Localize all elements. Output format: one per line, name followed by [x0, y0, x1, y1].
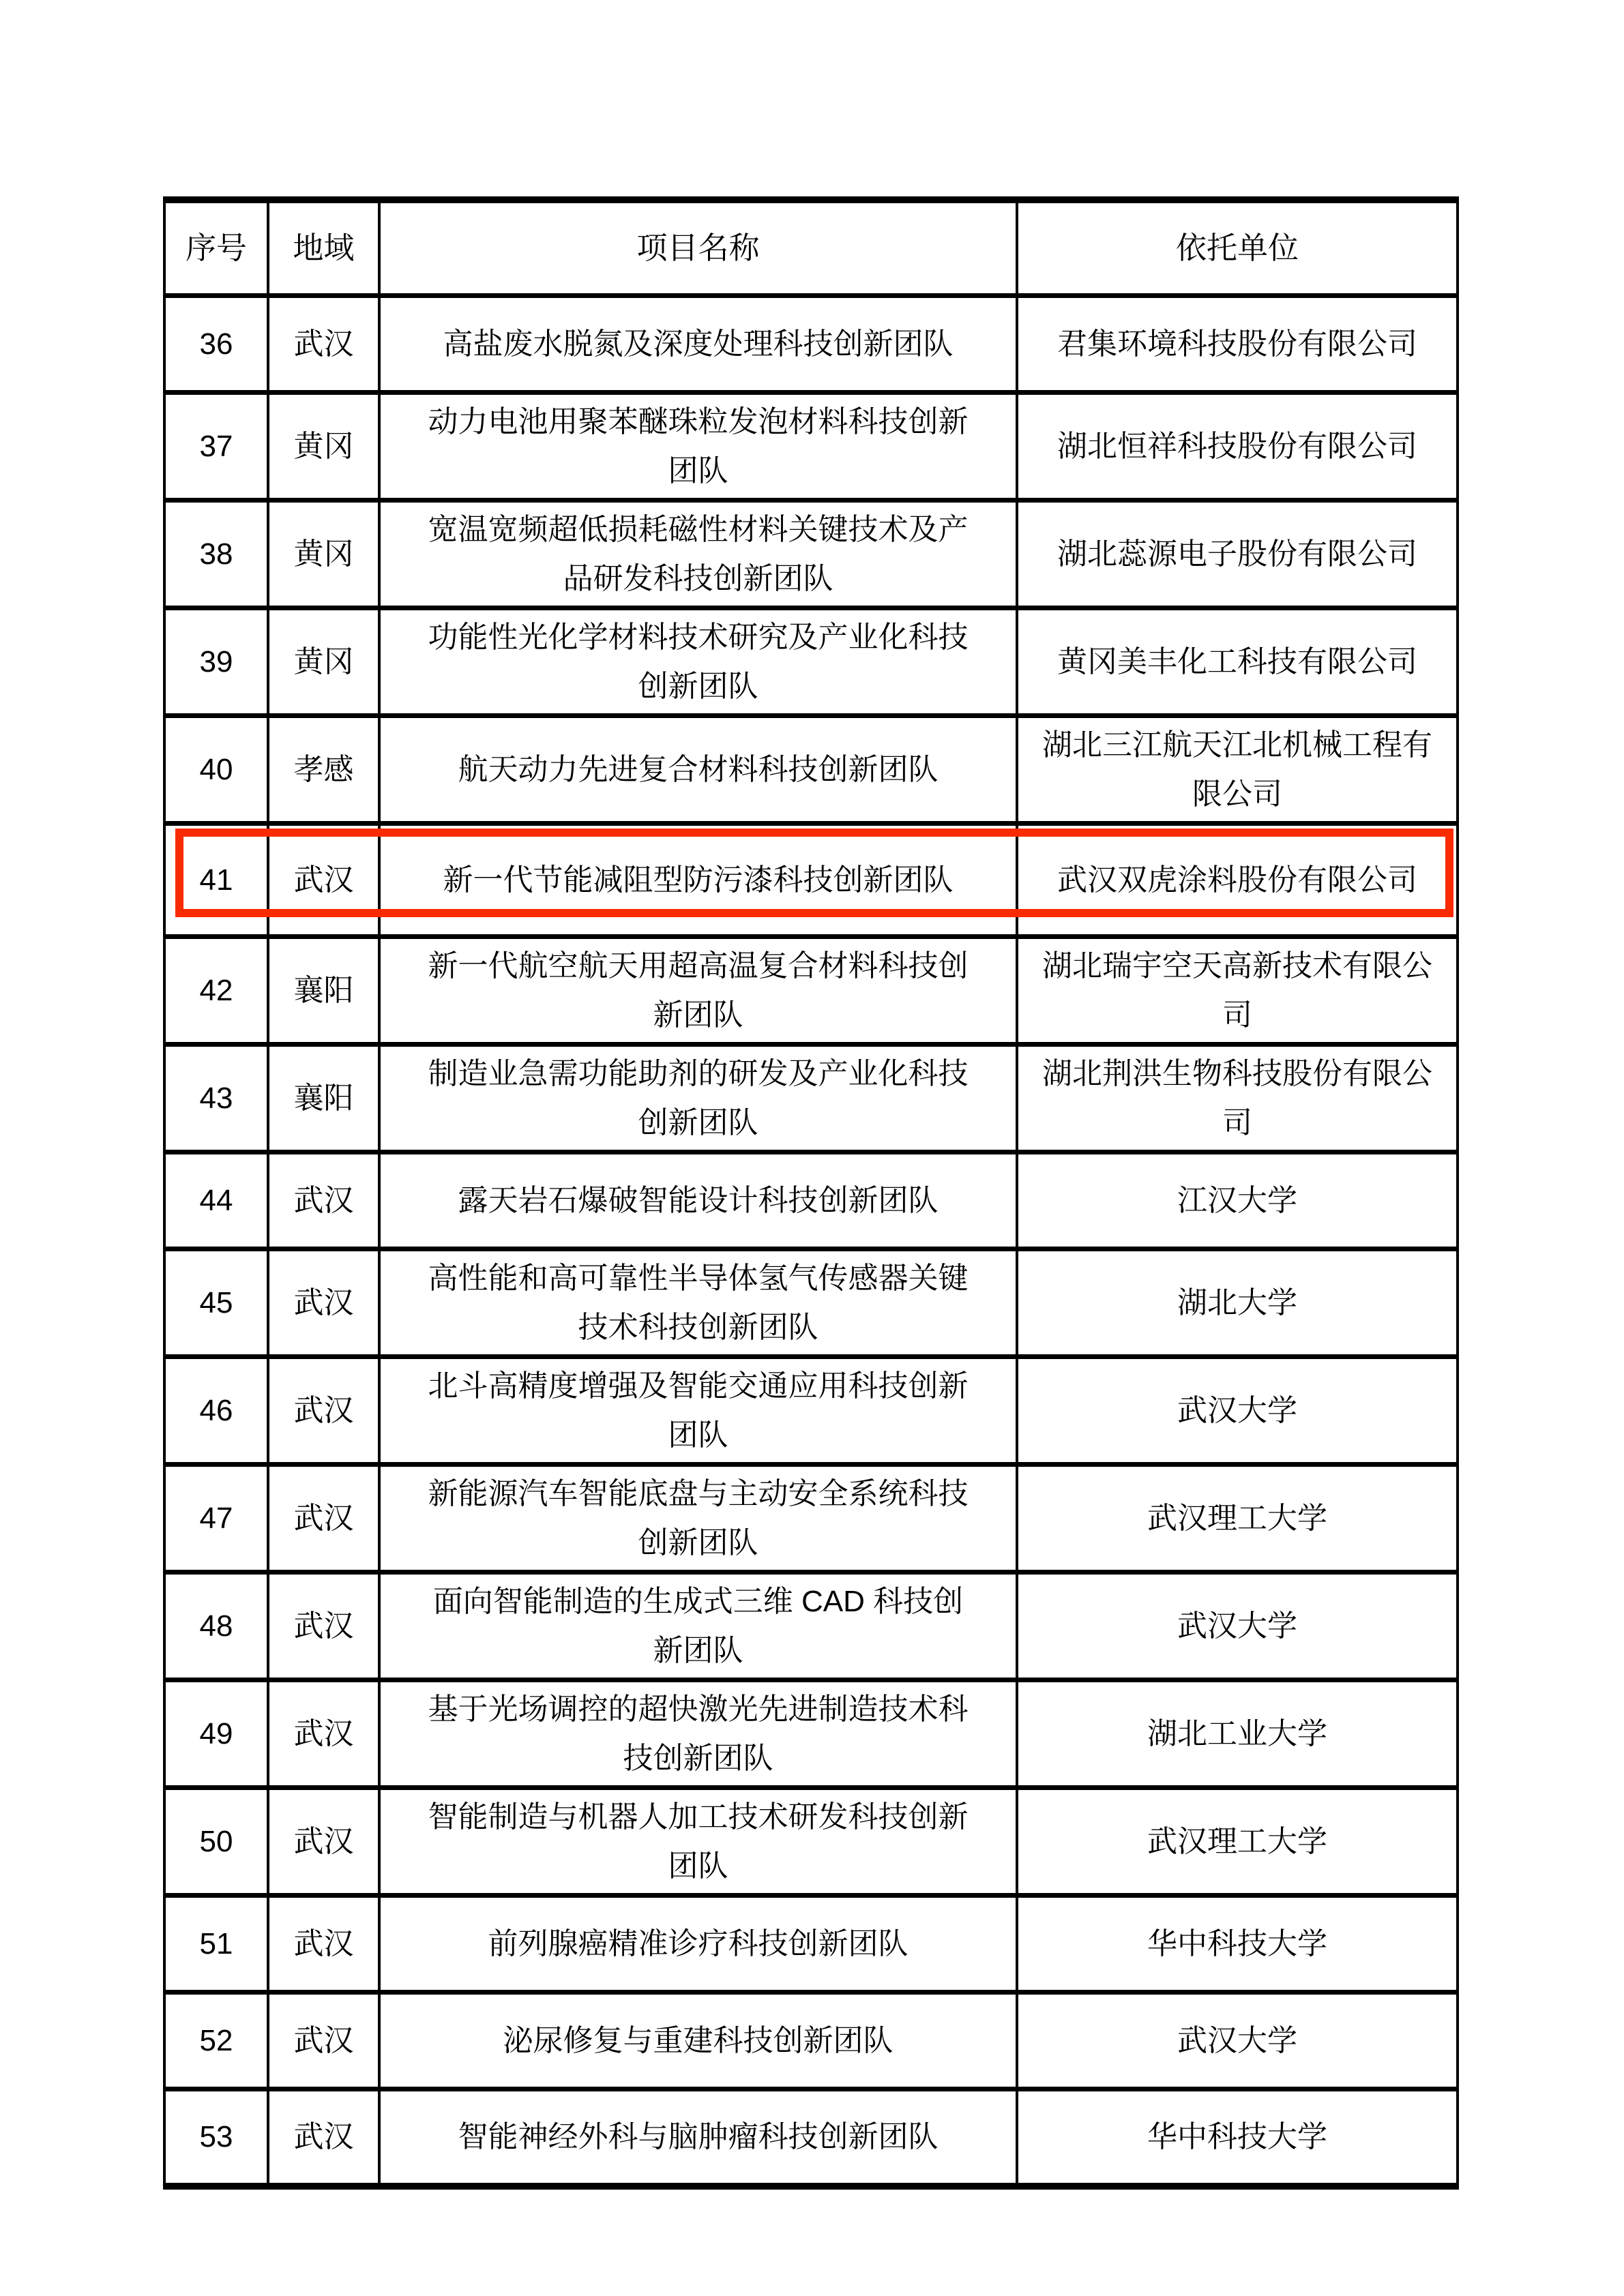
table-row [164, 608, 1458, 716]
cell-organization: 江汉大学 [1017, 1152, 1458, 1249]
cell-organization: 华中科技大学 [1017, 2089, 1458, 2186]
cell-region: 武汉 [268, 2089, 379, 2186]
cell-organization: 黄冈美丰化工科技有限公司 [1017, 608, 1458, 716]
cell-region: 孝感 [268, 716, 379, 824]
table-header-row [164, 200, 1458, 296]
cell-organization: 武汉大学 [1017, 1572, 1458, 1680]
table-row [164, 1572, 1458, 1680]
cell-organization: 湖北恒祥科技股份有限公司 [1017, 393, 1458, 501]
project-table [163, 196, 1459, 2190]
cell-organization: 湖北荆洪生物科技股份有限公司 [1017, 1045, 1458, 1152]
cell-region: 武汉 [268, 296, 379, 393]
table-row [164, 1465, 1458, 1572]
cell-index: 39 [164, 608, 268, 716]
cell-project: 北斗高精度增强及智能交通应用科技创新团队 [379, 1357, 1017, 1465]
table-row [164, 1896, 1458, 1993]
cell-region: 黄冈 [268, 608, 379, 716]
cell-index: 41 [164, 824, 268, 937]
table-row [164, 2089, 1458, 2186]
cell-index: 40 [164, 716, 268, 824]
cell-region: 襄阳 [268, 1045, 379, 1152]
cell-region: 武汉 [268, 1680, 379, 1788]
cell-project: 航天动力先进复合材料科技创新团队 [379, 716, 1017, 824]
table-row [164, 296, 1458, 393]
cell-index: 38 [164, 501, 268, 608]
cell-organization: 湖北大学 [1017, 1249, 1458, 1357]
cell-organization: 湖北工业大学 [1017, 1680, 1458, 1788]
cell-project: 新能源汽车智能底盘与主动安全系统科技创新团队 [379, 1465, 1017, 1572]
column-header-index: 序号 [164, 200, 268, 296]
cell-index: 50 [164, 1788, 268, 1896]
table-row [164, 1357, 1458, 1465]
cell-region: 武汉 [268, 1788, 379, 1896]
cell-index: 46 [164, 1357, 268, 1465]
table-row [164, 393, 1458, 501]
cell-organization: 湖北三江航天江北机械工程有限公司 [1017, 716, 1458, 824]
cell-project: 功能性光化学材料技术研究及产业化科技创新团队 [379, 608, 1017, 716]
cell-index: 36 [164, 296, 268, 393]
cell-index: 43 [164, 1045, 268, 1152]
cell-organization: 华中科技大学 [1017, 1896, 1458, 1993]
cell-project: 制造业急需功能助剂的研发及产业化科技创新团队 [379, 1045, 1017, 1152]
cell-index: 49 [164, 1680, 268, 1788]
cell-project: 智能神经外科与脑肿瘤科技创新团队 [379, 2089, 1017, 2186]
cell-organization: 武汉理工大学 [1017, 1788, 1458, 1896]
table-row [164, 937, 1458, 1045]
cell-index: 47 [164, 1465, 268, 1572]
cell-project: 宽温宽频超低损耗磁性材料关键技术及产品研发科技创新团队 [379, 501, 1017, 608]
cell-region: 武汉 [268, 1993, 379, 2089]
cell-organization: 君集环境科技股份有限公司 [1017, 296, 1458, 393]
column-header-region: 地域 [268, 200, 379, 296]
cell-index: 51 [164, 1896, 268, 1993]
cell-region: 武汉 [268, 1249, 379, 1357]
cell-region: 武汉 [268, 1465, 379, 1572]
cell-region: 武汉 [268, 1357, 379, 1465]
column-header-organization: 依托单位 [1017, 200, 1458, 296]
cell-index: 45 [164, 1249, 268, 1357]
cell-project: 智能制造与机器人加工技术研发科技创新团队 [379, 1788, 1017, 1896]
cell-project: 泌尿修复与重建科技创新团队 [379, 1993, 1017, 2089]
table-row [164, 1152, 1458, 1249]
table-row [164, 1788, 1458, 1896]
cell-organization: 湖北蕊源电子股份有限公司 [1017, 501, 1458, 608]
cell-region: 武汉 [268, 1152, 379, 1249]
table-row [164, 1249, 1458, 1357]
cell-organization: 武汉大学 [1017, 1993, 1458, 2089]
table-row [164, 824, 1458, 937]
cell-project: 动力电池用聚苯醚珠粒发泡材料科技创新团队 [379, 393, 1017, 501]
cell-project: 面向智能制造的生成式三维 CAD 科技创新团队 [379, 1572, 1017, 1680]
cell-region: 襄阳 [268, 937, 379, 1045]
cell-organization: 湖北瑞宇空天高新技术有限公司 [1017, 937, 1458, 1045]
cell-region: 黄冈 [268, 501, 379, 608]
cell-project: 露天岩石爆破智能设计科技创新团队 [379, 1152, 1017, 1249]
column-header-project: 项目名称 [379, 200, 1017, 296]
cell-index: 44 [164, 1152, 268, 1249]
cell-organization: 武汉理工大学 [1017, 1465, 1458, 1572]
cell-project: 前列腺癌精准诊疗科技创新团队 [379, 1896, 1017, 1993]
table-row [164, 1045, 1458, 1152]
cell-index: 52 [164, 1993, 268, 2089]
cell-project: 新一代航空航天用超高温复合材料科技创新团队 [379, 937, 1017, 1045]
cell-region: 黄冈 [268, 393, 379, 501]
cell-organization: 武汉大学 [1017, 1357, 1458, 1465]
cell-project: 高盐废水脱氮及深度处理科技创新团队 [379, 296, 1017, 393]
table-row [164, 1993, 1458, 2089]
cell-project: 基于光场调控的超快激光先进制造技术科技创新团队 [379, 1680, 1017, 1788]
table-row [164, 501, 1458, 608]
table-row [164, 716, 1458, 824]
cell-organization: 武汉双虎涂料股份有限公司 [1017, 824, 1458, 937]
cell-index: 48 [164, 1572, 268, 1680]
cell-region: 武汉 [268, 824, 379, 937]
cell-project: 新一代节能减阻型防污漆科技创新团队 [379, 824, 1017, 937]
cell-index: 37 [164, 393, 268, 501]
cell-index: 53 [164, 2089, 268, 2186]
cell-index: 42 [164, 937, 268, 1045]
table-row [164, 1680, 1458, 1788]
cell-region: 武汉 [268, 1896, 379, 1993]
cell-region: 武汉 [268, 1572, 379, 1680]
cell-project: 高性能和高可靠性半导体氢气传感器关键技术科技创新团队 [379, 1249, 1017, 1357]
